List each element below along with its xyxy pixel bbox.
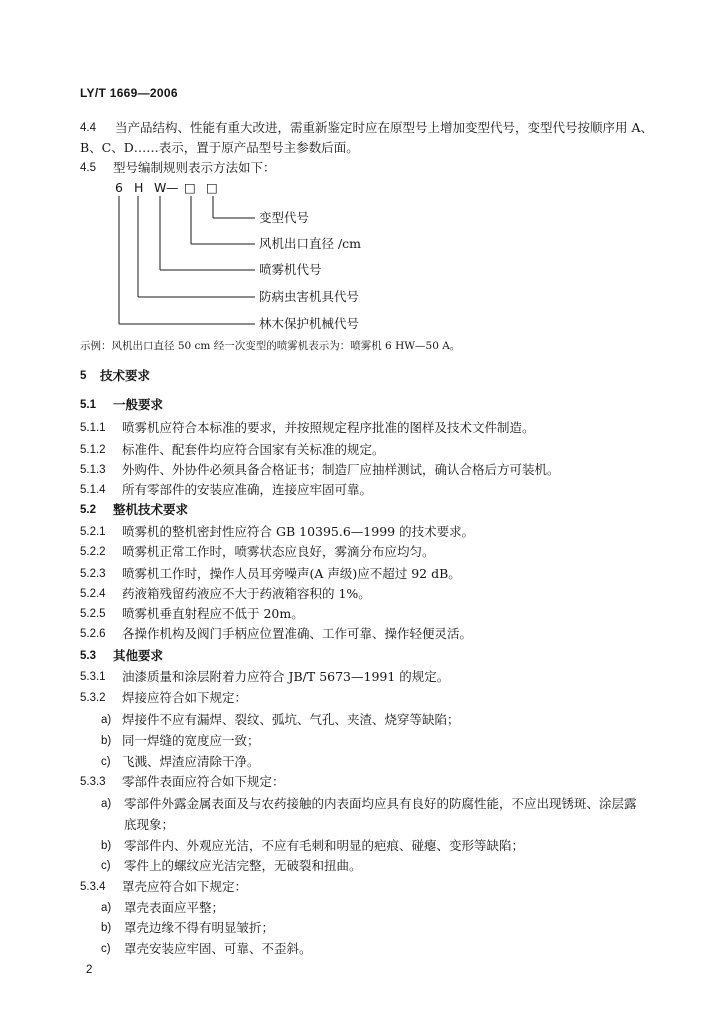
clause-number: 5.2.3 [80,568,106,580]
clause-text: 喷雾机工作时，操作人员耳旁噪声(A 声级)应不超过 92 dB。 [122,566,461,581]
running-header [0,85,701,101]
page-footer [0,962,701,978]
clause-text: 零部件表面应符合如下规定： [122,774,285,789]
clause [0,669,701,685]
subsection-number: 5.3 [80,650,96,662]
clause-text: 当产品结构、性能有重大改进，需重新鉴定时应在原型号上增加变型代号，变型代号按顺序用 A、 [115,120,654,135]
list-item-label: a) [101,798,112,810]
clause [0,420,701,436]
list-item-label: c) [101,943,111,955]
clause-number: 5.1.2 [80,444,106,456]
clause [0,482,701,498]
list-item [0,733,701,749]
clause-number: 5.3.1 [80,671,106,683]
list-item-text: 罩壳安装应牢固、可靠、不歪斜。 [124,941,312,956]
code-char-pest-control: H [134,180,144,195]
list-item [0,796,701,812]
clause-text: 喷雾机正常工作时，喷雾状态应良好，雾滴分布应均匀。 [122,544,435,559]
clause-number: 5.2.6 [80,628,106,640]
list-item [0,900,701,916]
clause [0,690,701,706]
clause [0,462,701,478]
clause-text: 标准件、配套件均应符合国家有关标准的规定。 [122,442,385,457]
clause [0,524,701,540]
list-item [0,941,701,957]
list-item-label: c) [101,860,111,872]
clause-text: 喷雾机垂直射程应不低于 20m。 [122,606,304,621]
code-dash: — [166,180,179,195]
clause-text: 药液箱残留药液应不大于药液箱容积的 1%。 [122,586,371,601]
section-title: 技术要求 [100,368,151,383]
subsection-number: 5.1 [80,399,96,411]
clause [0,626,701,642]
clause-4-4-line-1 [0,120,701,136]
list-item [0,754,701,770]
list-item-text: 罩壳边缘不得有明显皱折； [124,920,275,935]
diagram-label-row [0,289,701,305]
clause [0,586,701,602]
list-item-text: 同一焊缝的宽度应一致； [122,733,260,748]
clause-number: 5.2.5 [80,608,106,620]
list-item-text: 焊接件不应有漏焊、裂纹、弧坑、气孔、夹渣、烧穿等缺陷； [122,712,460,727]
clause-4-4-line-2 [0,140,701,156]
clause [0,774,701,790]
list-item-text: 零部件内、外观应光洁，不应有毛刺和明显的疤痕、碰瘪、变形等缺陷； [124,838,525,853]
label-forest-protection-code: 林木保护机械代号 [259,316,360,331]
list-item [0,838,701,854]
list-item-text: 零部件外露金属表面及与农药接触的内表面均应具有良好的防腐性能，不应出现锈斑、涂层露 [124,796,637,811]
subsection-heading [0,502,701,518]
subsection-title: 整机技术要求 [113,502,189,517]
clause-number: 5.2.2 [80,546,106,558]
list-item-text: 罩壳表面应平整； [124,900,225,915]
example-note [0,338,701,354]
list-item-label: b) [101,735,112,747]
code-box-variant: □ [206,180,218,195]
clause [0,566,701,582]
list-item-text: 零件上的螺纹应光洁完整，无破裂和扭曲。 [124,858,362,873]
list-item-text: 飞溅、焊渣应清除干净。 [122,754,260,769]
standard-code: LY/T 1669—2006 [80,86,178,100]
clause-text: 焊接应符合如下规定： [122,690,248,705]
code-char-category: 6 [115,180,123,195]
subsection-heading [0,648,701,664]
clause-text: 罩壳应符合如下规定： [122,879,248,894]
clause-number: 5.3.2 [80,692,106,704]
page-number: 2 [86,964,93,976]
subsection-title: 一般要求 [113,397,164,412]
clause-number: 5.2.4 [80,588,106,600]
diagram-label-row [0,236,701,252]
clause-text: 各操作机构及阀门手柄应位置准确、工作可靠、操作轻便灵活。 [122,626,473,641]
clause-number: 4.4 [80,122,96,134]
list-item [0,920,701,936]
clause-number: 5.1.3 [80,464,106,476]
clause [0,544,701,560]
section-number: 5 [80,370,87,382]
list-item-label: b) [101,840,112,852]
clause-text: 所有零部件的安装应准确，连接应牢固可靠。 [122,482,373,497]
section-5-heading [0,368,701,384]
clause-text: 型号编制规则表示方法如下： [113,160,276,175]
clause [0,879,701,895]
example-text: 示例：风机出口直径 50 cm 经一次变型的喷雾机表示为：喷雾机 6 HW—50 A。 [80,340,461,352]
clause-number: 5.3.4 [80,881,106,893]
code-char-sprayer: W [154,180,167,195]
list-item-label: b) [101,922,112,934]
list-item-label: c) [101,756,111,768]
clause-number: 5.1.4 [80,484,106,496]
label-variant-code: 变型代号 [259,210,310,225]
code-box-fan-outlet: □ [184,180,196,195]
clause-number: 5.2.1 [80,526,106,538]
clause [0,606,701,622]
clause-text-continuation: B、C、D……表示，置于原产品型号主参数后面。 [80,140,359,155]
list-item-label: a) [101,902,112,914]
subsection-number: 5.2 [80,504,96,516]
clause-number: 5.3.3 [80,776,106,788]
label-fan-outlet-diameter: 风机出口直径 /cm [259,236,362,251]
clause-text: 喷雾机应符合本标准的要求，并按照规定程序批准的图样及技术文件制造。 [122,420,535,435]
clause [0,442,701,458]
list-item [0,712,701,728]
list-item [0,858,701,874]
clause-text: 外购件、外协件必须具备合格证书；制造厂应抽样测试，确认合格后方可装机。 [122,462,560,477]
clause-text: 油漆质量和涂层附着力应符合 JB/T 5673—1991 的规定。 [122,669,450,684]
diagram-label-row [0,210,701,226]
subsection-title: 其他要求 [113,648,164,663]
diagram-label-row [0,262,701,278]
clause-number: 4.5 [80,162,96,174]
label-pest-control-code: 防病虫害机具代号 [259,289,360,304]
diagram-label-row [0,316,701,332]
subsection-heading [0,397,701,413]
list-item-text-continuation: 底现象； [124,817,175,832]
clause-number: 5.1.1 [80,422,106,434]
clause-text: 喷雾机的整机密封性应符合 GB 10395.6—1999 的技术要求。 [122,524,475,539]
list-item-continuation [0,817,701,833]
label-sprayer-code: 喷雾机代号 [259,262,322,277]
list-item-label: a) [101,714,112,726]
